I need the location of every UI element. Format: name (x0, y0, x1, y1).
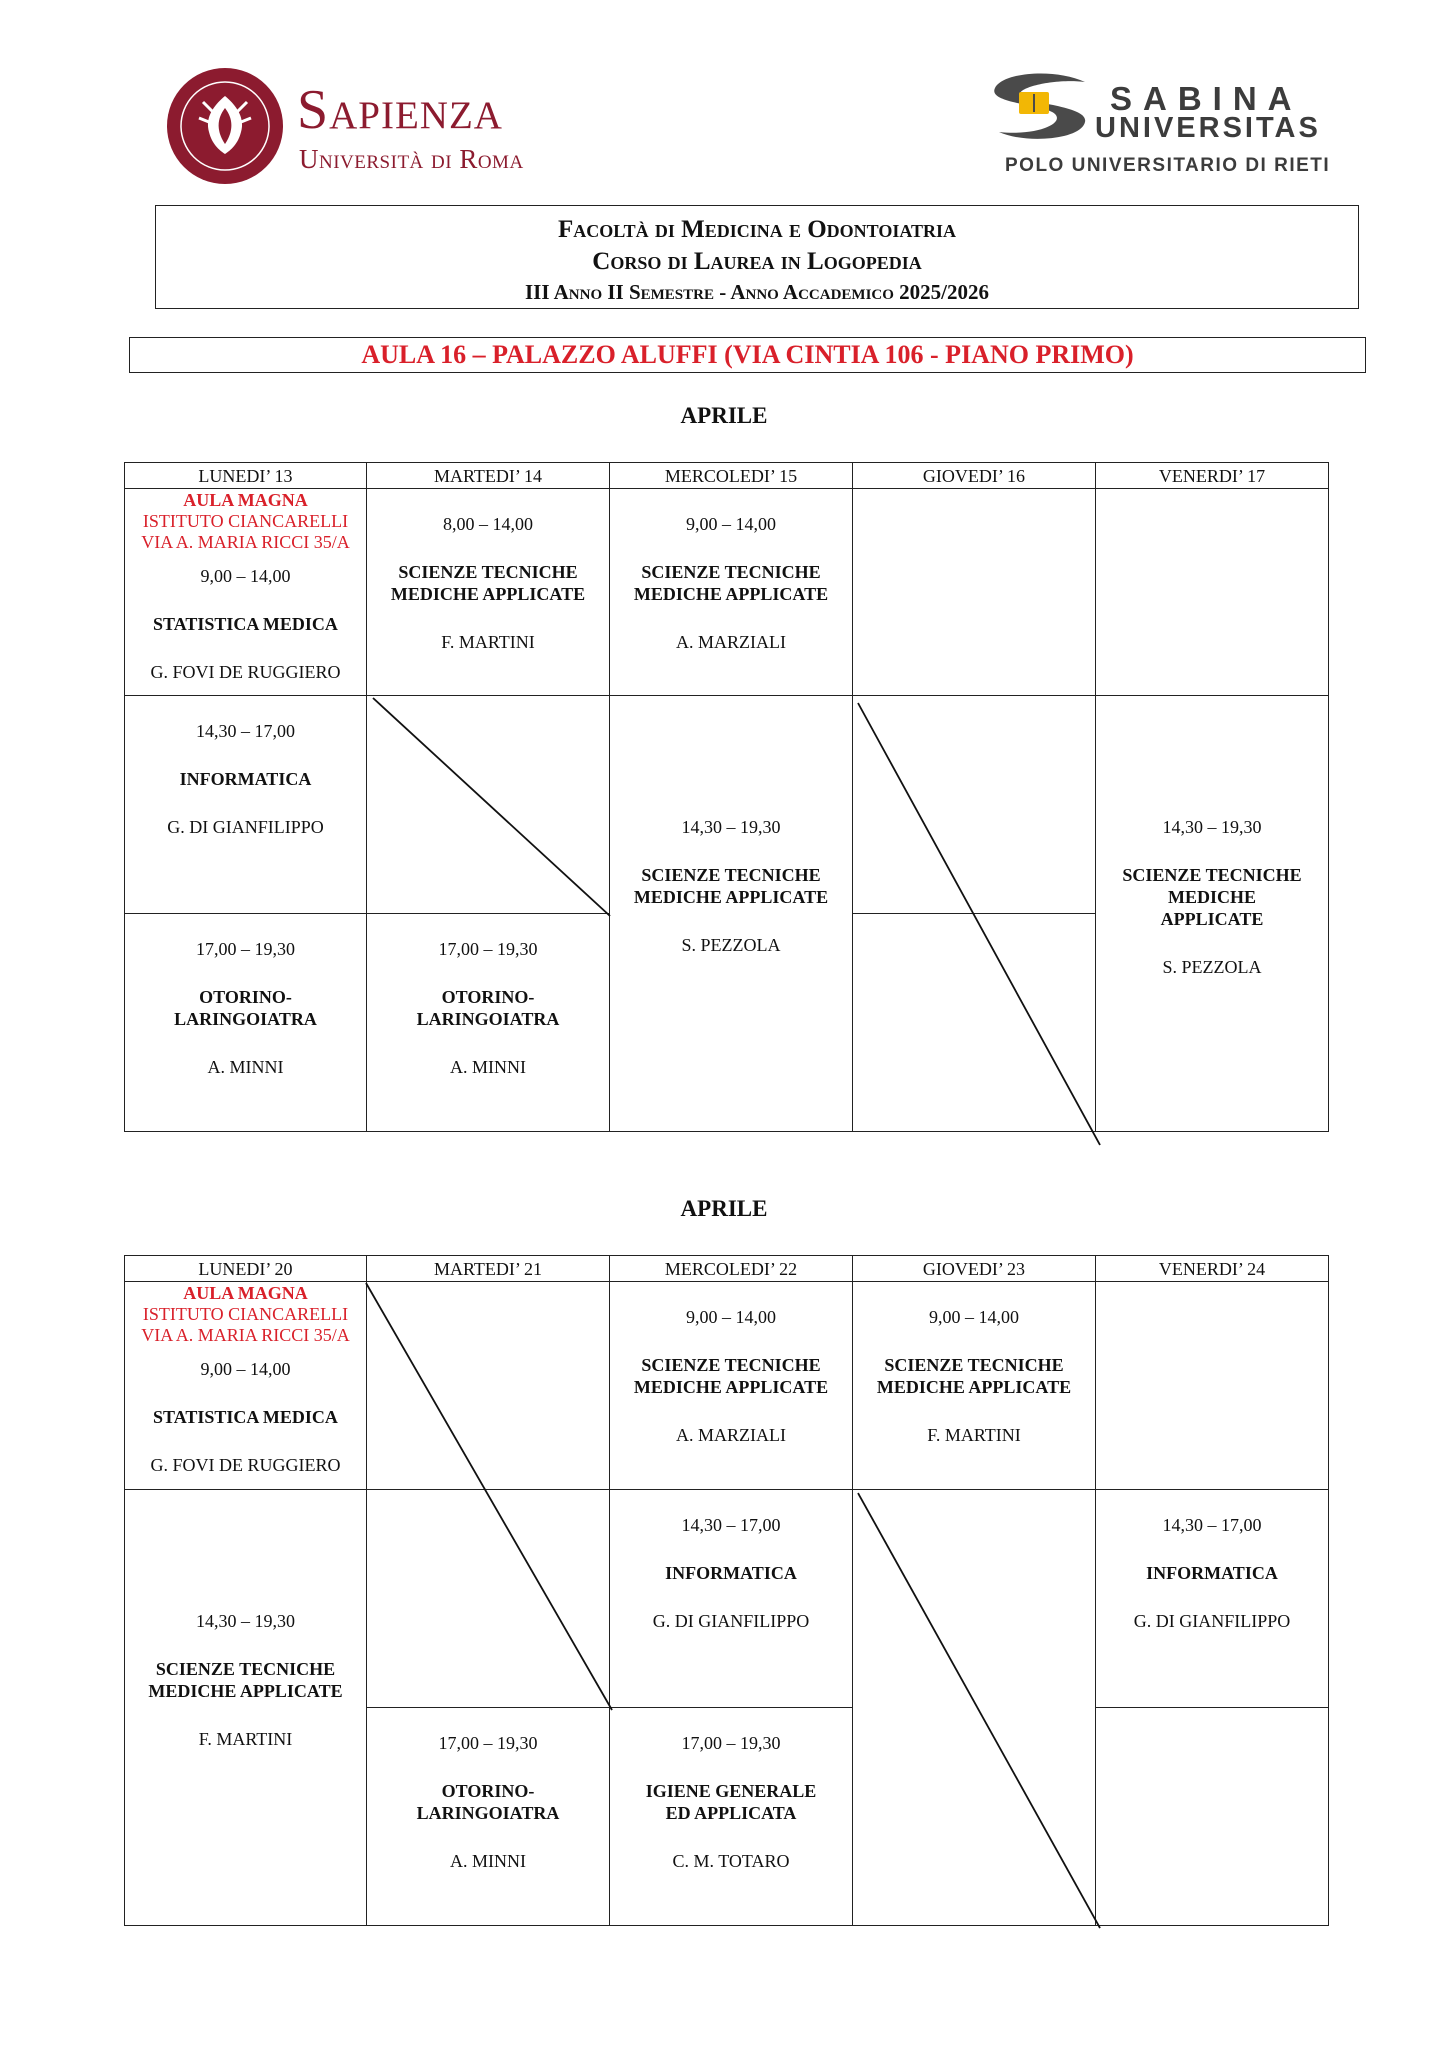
sabina-subtitle: POLO UNIVERSITARIO DI RIETI (1005, 155, 1331, 176)
lesson-subject: MEDICHE APPLICATE (876, 1377, 1072, 1397)
sabina-universitas: UNIVERSITAS (1095, 112, 1321, 144)
lesson-teacher: A. MINNI (450, 1851, 526, 1871)
lesson-cell (853, 1282, 1096, 1490)
empty-cell (1096, 489, 1329, 696)
lesson-subject: SCIENZE TECNICHE (155, 1659, 336, 1679)
lesson-subject: LARINGOIATRA (174, 1009, 317, 1029)
lesson-teacher: A. MARZIALI (676, 632, 786, 652)
lesson-subject: STATISTICA MEDICA (153, 614, 338, 634)
month-heading-week1: APRILE (680, 403, 768, 428)
sabina-name: SABINA (1110, 80, 1303, 117)
day-header: MERCOLEDI’ 22 (610, 1256, 853, 1282)
faculty-title: Facoltà di Medicina e Odontoiatria (557, 216, 957, 243)
schedule-table-week1 (124, 462, 1329, 1132)
lesson-subject: INFORMATICA (665, 1563, 797, 1583)
lesson-subject: LARINGOIATRA (416, 1803, 560, 1823)
lesson-subject: ED APPLICATA (665, 1803, 797, 1823)
day-header: VENERDI’ 24 (1096, 1256, 1329, 1282)
lesson-subject: SCIENZE TECNICHE (398, 562, 578, 582)
day-header: LUNEDI’ 13 (125, 463, 367, 489)
lesson-time: 17,00 – 19,30 (438, 939, 538, 959)
empty-cell (367, 1490, 610, 1708)
lesson-cell (610, 1282, 853, 1490)
lesson-subject: MEDICHE APPLICATE (633, 1377, 829, 1397)
lesson-teacher: C. M. TOTARO (672, 1851, 790, 1871)
lesson-teacher: F. MARTINI (198, 1729, 293, 1749)
lesson-teacher: G. FOVI DE RUGGIERO (150, 1455, 341, 1475)
lesson-cell (367, 1708, 610, 1926)
empty-cell (1096, 1708, 1329, 1926)
day-header: GIOVEDI’ 16 (853, 463, 1096, 489)
lesson-time: 14,30 – 19,30 (1162, 817, 1262, 837)
sapienza-logo (165, 66, 550, 186)
lesson-subject: SCIENZE TECNICHE (1122, 865, 1302, 885)
lesson-time: 14,30 – 19,30 (681, 817, 781, 837)
lesson-subject: SCIENZE TECNICHE (884, 1355, 1064, 1375)
title-box (155, 205, 1359, 309)
sapienza-seal-icon (165, 66, 285, 186)
lesson-teacher: S. PEZZOLA (681, 935, 781, 955)
year-title: III Anno II Semestre - Anno Accademico 2025/2026 (525, 280, 989, 304)
lesson-teacher: F. MARTINI (927, 1425, 1021, 1445)
lesson-teacher: G. DI GIANFILIPPO (1133, 1611, 1291, 1631)
lesson-subject: OTORINO- (199, 987, 292, 1007)
lesson-time: 9,00 – 14,00 (686, 514, 776, 534)
lesson-cell (1096, 1490, 1329, 1708)
lesson-time: 8,00 – 14,00 (443, 514, 533, 534)
lesson-cell (367, 489, 610, 696)
lesson-cell (125, 1282, 367, 1490)
lesson-cell (610, 1708, 853, 1926)
lesson-subject: APPLICATE (1160, 909, 1264, 929)
lesson-place: ISTITUTO CIANCARELLI (142, 1304, 349, 1324)
lesson-subject: MEDICHE APPLICATE (633, 887, 829, 907)
lesson-teacher: A. MINNI (450, 1057, 526, 1077)
lesson-subject: MEDICHE APPLICATE (148, 1681, 343, 1701)
lesson-cell (125, 914, 367, 1132)
day-header: MERCOLEDI’ 15 (610, 463, 853, 489)
lesson-place: ISTITUTO CIANCARELLI (142, 511, 349, 531)
lesson-cell (367, 914, 610, 1132)
lesson-teacher: A. MARZIALI (676, 1425, 786, 1445)
sapienza-name: Sapienza (297, 79, 503, 141)
lesson-time: 14,30 – 19,30 (196, 1611, 295, 1631)
day-header: MARTEDI’ 21 (367, 1256, 610, 1282)
empty-cell (853, 696, 1096, 914)
lesson-place: VIA A. MARIA RICCI 35/A (141, 532, 350, 552)
empty-cell (1096, 1282, 1329, 1490)
sabina-logo (985, 70, 1365, 180)
lesson-time: 9,00 – 14,00 (200, 566, 291, 586)
day-header: VENERDI’ 17 (1096, 463, 1329, 489)
lesson-time: 14,30 – 17,00 (1162, 1515, 1262, 1535)
sabina-swoosh-icon (985, 70, 1097, 150)
lesson-time: 14,30 – 17,00 (681, 1515, 781, 1535)
lesson-subject: OTORINO- (441, 987, 535, 1007)
lesson-subject: MEDICHE APPLICATE (633, 584, 829, 604)
lesson-cell (125, 489, 367, 696)
lesson-time: 17,00 – 19,30 (438, 1733, 538, 1753)
lesson-cell (1096, 696, 1329, 1132)
sapienza-subtitle: Università di Roma (299, 144, 524, 174)
lesson-teacher: G. DI GIANFILIPPO (167, 817, 324, 837)
lesson-teacher: S. PEZZOLA (1162, 957, 1262, 977)
lesson-cell (610, 696, 853, 1132)
lesson-cell (610, 489, 853, 696)
lesson-subject: LARINGOIATRA (416, 1009, 560, 1029)
lesson-cell (610, 1490, 853, 1708)
lesson-subject: MEDICHE (1167, 887, 1256, 907)
empty-cell (853, 1490, 1096, 1926)
lesson-subject: OTORINO- (441, 1781, 535, 1801)
lesson-subject: STATISTICA MEDICA (153, 1407, 338, 1427)
lesson-subject: INFORMATICA (1146, 1563, 1278, 1583)
lesson-time: 9,00 – 14,00 (929, 1307, 1019, 1327)
lesson-subject: SCIENZE TECNICHE (641, 562, 821, 582)
month-heading-week2: APRILE (680, 1196, 768, 1221)
course-title: Corso di Laurea in Logopedia (592, 248, 922, 275)
empty-cell (853, 489, 1096, 696)
room-banner: AULA 16 – PALAZZO ALUFFI (VIA CINTIA 106 - PIANO PRIMO) (129, 337, 1366, 373)
lesson-subject: SCIENZE TECNICHE (641, 1355, 821, 1375)
day-header-row (125, 463, 1329, 489)
lesson-room: AULA MAGNA (183, 1283, 308, 1303)
lesson-time: 9,00 – 14,00 (686, 1307, 776, 1327)
empty-cell (367, 1282, 610, 1490)
lesson-cell (125, 1490, 367, 1926)
lesson-subject: INFORMATICA (179, 769, 312, 789)
empty-cell (853, 914, 1096, 1132)
day-header: LUNEDI’ 20 (125, 1256, 367, 1282)
lesson-subject: IGIENE GENERALE (645, 1781, 817, 1801)
day-header: GIOVEDI’ 23 (853, 1256, 1096, 1282)
lesson-teacher: G. DI GIANFILIPPO (652, 1611, 810, 1631)
lesson-room: AULA MAGNA (183, 490, 308, 510)
lesson-subject: MEDICHE APPLICATE (390, 584, 586, 604)
lesson-time: 9,00 – 14,00 (200, 1359, 291, 1379)
lesson-cell (125, 696, 367, 914)
lesson-time: 17,00 – 19,30 (681, 1733, 781, 1753)
empty-cell (367, 696, 610, 914)
lesson-teacher: G. FOVI DE RUGGIERO (150, 662, 341, 682)
lesson-time: 17,00 – 19,30 (196, 939, 295, 959)
lesson-subject: SCIENZE TECNICHE (641, 865, 821, 885)
schedule-table-week2 (124, 1255, 1329, 1926)
day-header: MARTEDI’ 14 (367, 463, 610, 489)
day-header-row (125, 1256, 1329, 1282)
lesson-teacher: A. MINNI (207, 1057, 284, 1077)
lesson-teacher: F. MARTINI (441, 632, 535, 652)
lesson-time: 14,30 – 17,00 (196, 721, 295, 741)
lesson-place: VIA A. MARIA RICCI 35/A (141, 1325, 350, 1345)
